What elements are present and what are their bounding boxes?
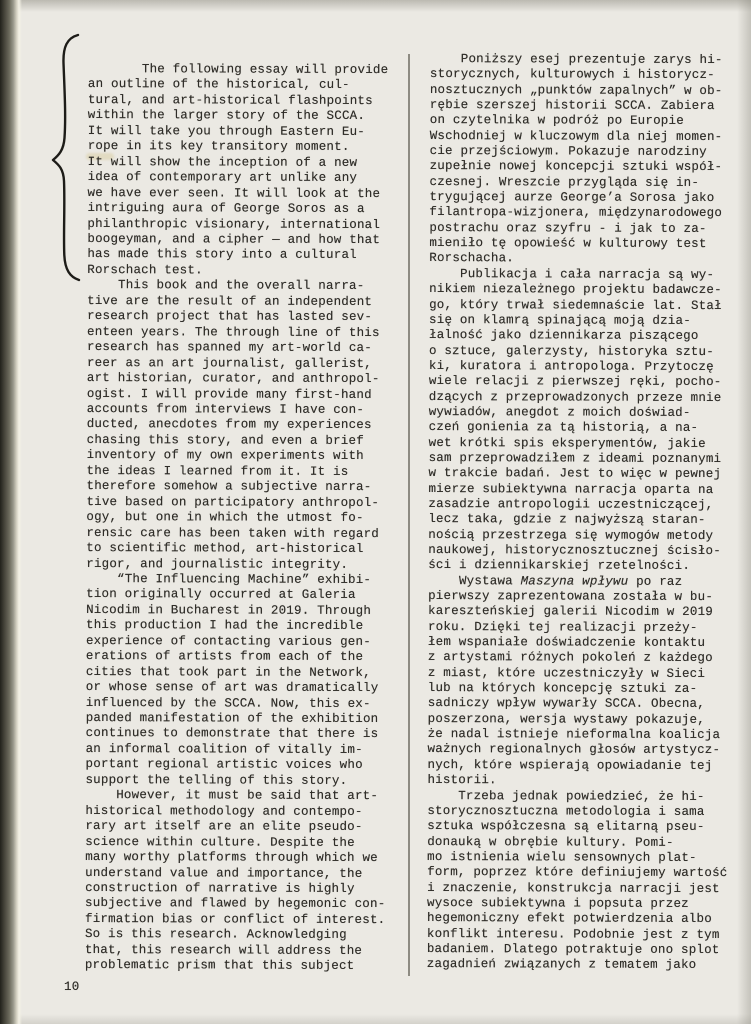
paragraph: Poniższy esej prezentuje zarys hi- storycznych, kulturowych i historycz- nosztucznych „punktów zapalnych” w ob- rębie szerszej historii SCCA. Zabiera on czytelnika w podróż po Europie Wschodniej w kluczowym dla niej momen- cie przejściowym. Pokazuje narodziny zupełnie nowej koncepcji sztuki współ- czesnej. Wreszcie przygląda się in- trygującej aurze George’a Sorosa jako filantropa-wizjonera, międzynarodowego postrachu oraz szyfru - i jak to za- mieniło tę opowieść w kulturowy test Rorschacha.: [429, 52, 723, 266]
paragraph: “The Influencing Machine” exhibi- tion originally occurred at Galeria Nicodim in Bucharest in 2019. Through this production I had the incredible experience of contacting various gen- erations of artists from each of the cities that took part in the Network, or whose sense of art was dramatically influenced by the SCCA. Now, this ex- panded manifestation of the exhibition continues to demonstrate that there is an informal coalition of vitally im- portant regional artistic voices who support the telling of this story.: [85, 571, 379, 788]
page-shadow-top: [0, 0, 751, 12]
paragraph: The following essay will provide an outline of the historical, cul- tural, and art-historical flashpoints within the larger story of the SCCA. It will take you through Eastern Eu- rope in its key transitory moment. It will show the inception of a new idea of contemporary art unlike any we have ever seen. It will look at the intriguing aura of George Soros as a philanthropic visionary, international boogeyman, and a cipher — and how that has made this story into a cultural Rorschach test.: [87, 62, 389, 278]
paragraph: Wystawa Maszyna wpływu po raz pierwszy zaprezentowana została w bu- kareszteńskiej galerii Nicodim w 2019 roku. Dzięki tej realizacji przeży- łem wspaniałe doświadczenie kontaktu z artystami różnych pokoleń z każdego z miast, które uczestniczyły w Sieci lub na których koncepcję sztuki za- sadniczy wpływ wywarły SCCA. Obecna, poszerzona, wersja wystawy pokazuje, że nadal istnieje nieformalna koalicja ważnych regionalnych głosów artystycz- nych, które wspierają opowiadanie tej historii.: [427, 573, 721, 788]
page-number: 10: [64, 980, 80, 994]
page-shadow-right: [737, 0, 751, 1024]
paragraph: Trzeba jednak powiedzieć, że hi- storycznosztuczna metodologia i sama sztuka współczesna są elitarną pseu- donauką w obrębie kultury. Pomi- mo istnienia wielu sensownych plat- form, poprzez które definiujemy wartość i znaczenie, konstrukcja narracji jest wysoce subiektywna i popsuta przez hegemoniczny efekt potwierdzenia albo konflikt interesu. Podobnie jest z tym badaniem. Dlatego potraktuje ono splot zagadnień związanych z tematem jako: [426, 788, 728, 973]
margin-brace-annotation-icon: [44, 28, 86, 288]
paragraph: Publikacja i cała narracja są wy- nikiem niezależnego projektu badawcze- go, który trwał siedemnaście lat. Stał się on klamrą spinającą moją dzia- łalność jako dziennikarza piszącego o sztuce, galerzysty, historyka sztu- ki, kuratora i antropologa. Przytoczę wiele relacji z pierwszej ręki, pocho- dzących z przeprowadzonych przeze mnie wywiadów, anegdot z moich doświad- czeń gonienia za tą historią, a na- wet krótki spis eksperymentów, jakie sam przeprowadziłem z ideami poznanymi w trakcie badań. Jest to więc w pewnej mierze subiektywna narracja oparta na zasadzie antropologii uczestniczącej, lecz taka, gdzie z najwyższą staran- nością przestrzega się wymogów metody naukowej, historycznosztucznej ścisło- ści i dziennikarskiej rzetelności.: [428, 266, 722, 574]
left-column-english: [85, 62, 389, 975]
column-divider: [408, 54, 410, 976]
paragraph: However, it must be said that art- historical methodology and contempo- rary art itself are an elite pseudo- science within culture. Despite the many worthy platforms through which we understand value and importance, the construction of narrative is highly subjective and flawed by hegemonic con- firmation bias or conflict of interest. So is this research. Acknowledging that, this research will address the problematic prism that this subject: [84, 788, 386, 974]
right-column-polish: [427, 52, 731, 974]
page-shadow-bottom: [0, 1014, 751, 1024]
paragraph: This book and the overall narra- tive are the result of an independent research project that has lasted sev- enteen years. The through line of this research has spanned my art-world ca- reer as an art journalist, gallerist, art historian, curator, and anthropol- ogist. I will provide many first-hand accounts from interviews I have con- ducted, anecdotes from my experiences chasing this story, and even a brief inventory of my own experiments with the ideas I learned from it. It is therefore somehow a subjective narra- tive based on participatory anthropol- ogy, but one in which the utmost fo- rensic care has been taken with regard to scientific method, art-historical rigor, and journalistic integrity.: [86, 278, 380, 572]
book-edge-left: [0, 0, 22, 1024]
